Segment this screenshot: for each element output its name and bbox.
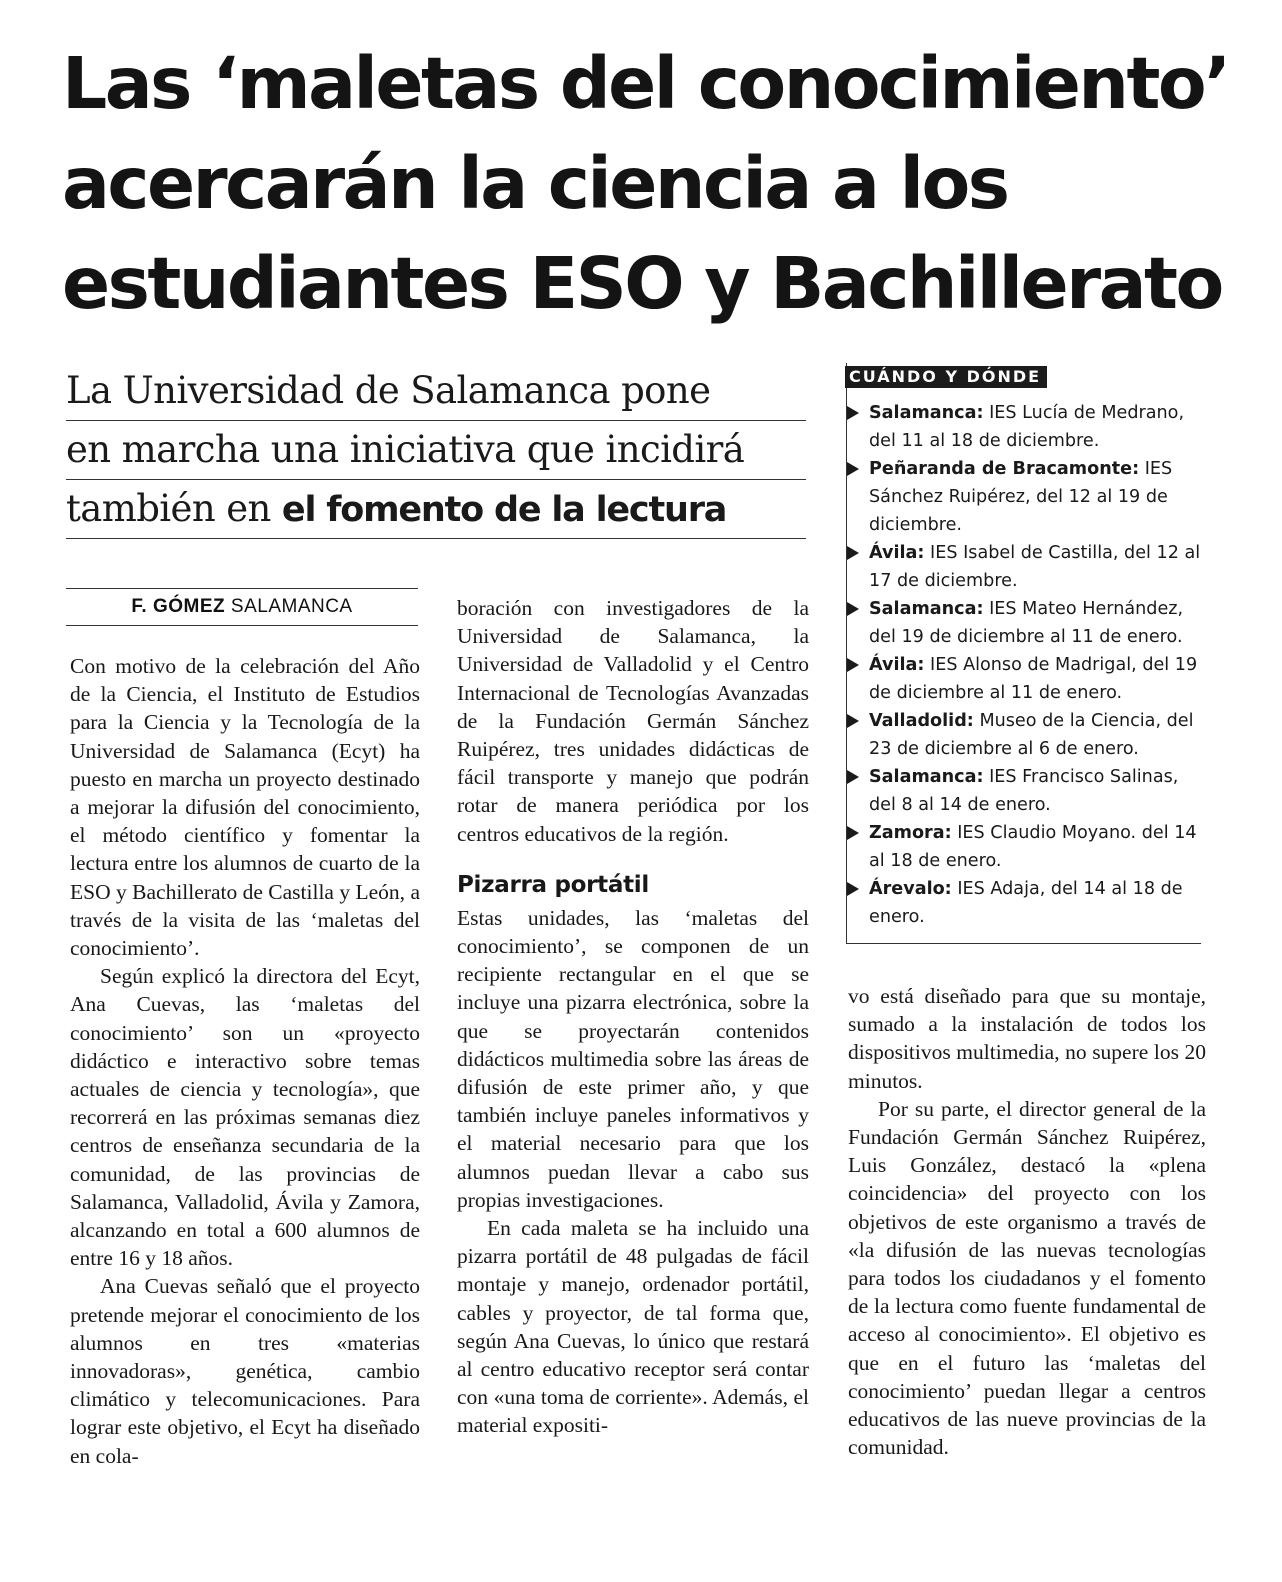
arrow-right-icon bbox=[847, 770, 859, 784]
sidebar-entry bbox=[847, 595, 1201, 651]
sidebar-list bbox=[847, 399, 1201, 931]
article-column-3 bbox=[848, 982, 1206, 1461]
sidebar-entry bbox=[847, 539, 1201, 595]
subheadline-line-1: La Universidad de Salamanca pone bbox=[66, 362, 806, 421]
headline-line-2: acercarán la ciencia a los bbox=[62, 142, 1008, 225]
article-paragraph: En cada maleta se ha incluido una pizarra portátil de 48 pulgadas de fácil montaje y manejo, ordenador portátil, cables y proyector, de tal forma que, según Ana Cuevas, lo único que restará al centro educativo receptor será contar con «una toma de corriente». Además, el material expositi- bbox=[457, 1216, 809, 1438]
arrow-right-icon bbox=[847, 406, 859, 420]
subheadline bbox=[66, 362, 806, 539]
sidebar-entry-place: Valladolid: bbox=[869, 711, 974, 731]
arrow-right-icon bbox=[847, 882, 859, 896]
sidebar-title: CUÁNDO Y DÓNDE bbox=[845, 366, 1047, 388]
sidebar-entry bbox=[847, 819, 1201, 875]
subheadline-line-3 bbox=[66, 480, 806, 539]
sidebar-entry-detail: IES Adaja, del 14 al 18 de enero. bbox=[869, 879, 1183, 927]
sidebar-entry bbox=[847, 651, 1201, 707]
article-subheading: Pizarra portátil bbox=[457, 871, 649, 898]
article-paragraph: boración con investigadores de la Universidad de Salamanca, la Universidad de Valladolid y el Centro Internacional de Tecnologías Avanzadas de la Fundación Germán Sánchez Ruipérez, tres unidades didácticas de fácil transporte y manejo que podrán rotar de manera periódica por los centros educativos de la región. bbox=[457, 596, 809, 846]
arrow-right-icon bbox=[847, 602, 859, 616]
sidebar-entry-place: Zamora: bbox=[869, 823, 952, 843]
arrow-right-icon bbox=[847, 546, 859, 560]
article-paragraph: vo está diseñado para que su montaje, sumado a la instalación de todos los dispositivos multimedia, no supere los 20 minutos. bbox=[848, 984, 1206, 1093]
sidebar-entry-place: Ávila: bbox=[869, 543, 925, 563]
arrow-right-icon bbox=[847, 658, 859, 672]
sidebar-entry-place: Árevalo: bbox=[869, 879, 952, 899]
subheadline-plain-text: también en bbox=[66, 487, 271, 530]
sidebar-entry-detail: IES Francisco Salinas, del 8 al 14 de enero. bbox=[869, 767, 1179, 815]
sidebar-entry bbox=[847, 399, 1201, 455]
arrow-right-icon bbox=[847, 826, 859, 840]
arrow-right-icon bbox=[847, 714, 859, 728]
subheadline-line-2: en marcha una iniciativa que incidirá bbox=[66, 421, 806, 480]
sidebar-entry-detail: Museo de la Ciencia, del 23 de diciembre al 6 de enero. bbox=[869, 711, 1194, 759]
sidebar-entry-detail: IES Mateo Hernández, del 19 de diciembre al 11 de enero. bbox=[869, 599, 1184, 647]
article-paragraph: Ana Cuevas señaló que el proyecto pretende mejorar el conocimiento de los alumnos en tres «materias innovadoras», genética, cambio climático y telecomunicaciones. Para lograr este objetivo, el Ecyt ha diseñado en cola- bbox=[70, 1274, 420, 1468]
sidebar-entry-place: Peñaranda de Bracamonte: bbox=[869, 459, 1140, 479]
sidebar-entry-place: Salamanca: bbox=[869, 599, 984, 619]
arrow-right-icon bbox=[847, 462, 859, 476]
sidebar-entry-detail: IES Isabel de Castilla, del 12 al 17 de diciembre. bbox=[869, 543, 1201, 591]
headline-line-3: estudiantes ESO y Bachillerato bbox=[62, 242, 1222, 325]
subheadline-bold-text: el fomento de la lectura bbox=[281, 490, 727, 530]
headline bbox=[62, 34, 1242, 334]
article-paragraph: Con motivo de la celebración del Año de la Ciencia, el Instituto de Estudios para la Ciencia y la Tecnología de la Universidad de Salamanca (Ecyt) ha puesto en marcha un proyecto destinado a mejorar la difusión del conocimiento, el método científico y fomentar la lectura entre los alumnos de cuarto de la ESO y Bachillerato de Castilla y León, a través de la visita de las ‘maletas del conocimiento’. bbox=[70, 654, 420, 961]
sidebar-entry-detail: IES Claudio Moyano. del 14 al 18 de enero. bbox=[869, 823, 1197, 871]
sidebar-entry-place: Salamanca: bbox=[869, 403, 984, 423]
byline bbox=[66, 588, 418, 626]
sidebar-entry-place: Salamanca: bbox=[869, 767, 984, 787]
article-paragraph: Según explicó la directora del Ecyt, Ana Cuevas, las ‘maletas del conocimiento’ son un «proyecto didáctico e interactivo sobre temas actuales de ciencia y tecnología», que recorrerá en las próximas semanas diez centros de enseñanza secundaria de la comunidad, de las provincias de Salamanca, Valladolid, Ávila y Zamora, alcanzando en total a 600 alumnos de entre 16 y 18 años. bbox=[70, 964, 420, 1271]
article-paragraph: Por su parte, el director general de la Fundación Germán Sánchez Ruipérez, Luis González, destacó la «plena coincidencia» del proyecto con los objetivos de este organismo a través de «la difusión de las nuevas tecnologías para todos los ciudadanos y el fomento de la lectura como fuente fundamental de acceso al conocimiento». El objetivo es que en el futuro las ‘maletas del conocimiento’ puedan llegar a centros educativos de las nueve provincias de la comunidad. bbox=[848, 1096, 1206, 1460]
sidebar-entry-place: Ávila: bbox=[869, 655, 925, 675]
article-column-1 bbox=[70, 652, 420, 1470]
article-paragraph: Estas unidades, las ‘maletas del conocimiento’, se componen de un recipiente rectangular en el que se incluye una pizarra electrónica, sobre la que se proyectarán contenidos didácticos multimedia sobre las áreas de difusión de este primer año, y que también incluye paneles informativos y el material necesario para que los alumnos puedan llevar a cabo sus propias investigaciones. bbox=[457, 905, 809, 1212]
headline-line-1: Las ‘maletas del conocimiento’ bbox=[62, 42, 1229, 125]
sidebar-when-where bbox=[846, 363, 1201, 944]
sidebar-entry bbox=[847, 763, 1201, 819]
byline-location: SALAMANCA bbox=[230, 596, 353, 617]
sidebar-entry-detail: IES Lucía de Medrano, del 11 al 18 de diciembre. bbox=[869, 403, 1185, 451]
byline-author: F. GÓMEZ bbox=[131, 596, 226, 617]
sidebar-entry-detail: IES Sánchez Ruipérez, del 12 al 19 de diciembre. bbox=[869, 459, 1173, 535]
sidebar-entry bbox=[847, 875, 1201, 931]
sidebar-entry bbox=[847, 707, 1201, 763]
article-column-2 bbox=[457, 594, 809, 1440]
sidebar-entry-detail: IES Alonso de Madrigal, del 19 de diciembre al 11 de enero. bbox=[869, 655, 1198, 703]
sidebar-entry bbox=[847, 455, 1201, 539]
